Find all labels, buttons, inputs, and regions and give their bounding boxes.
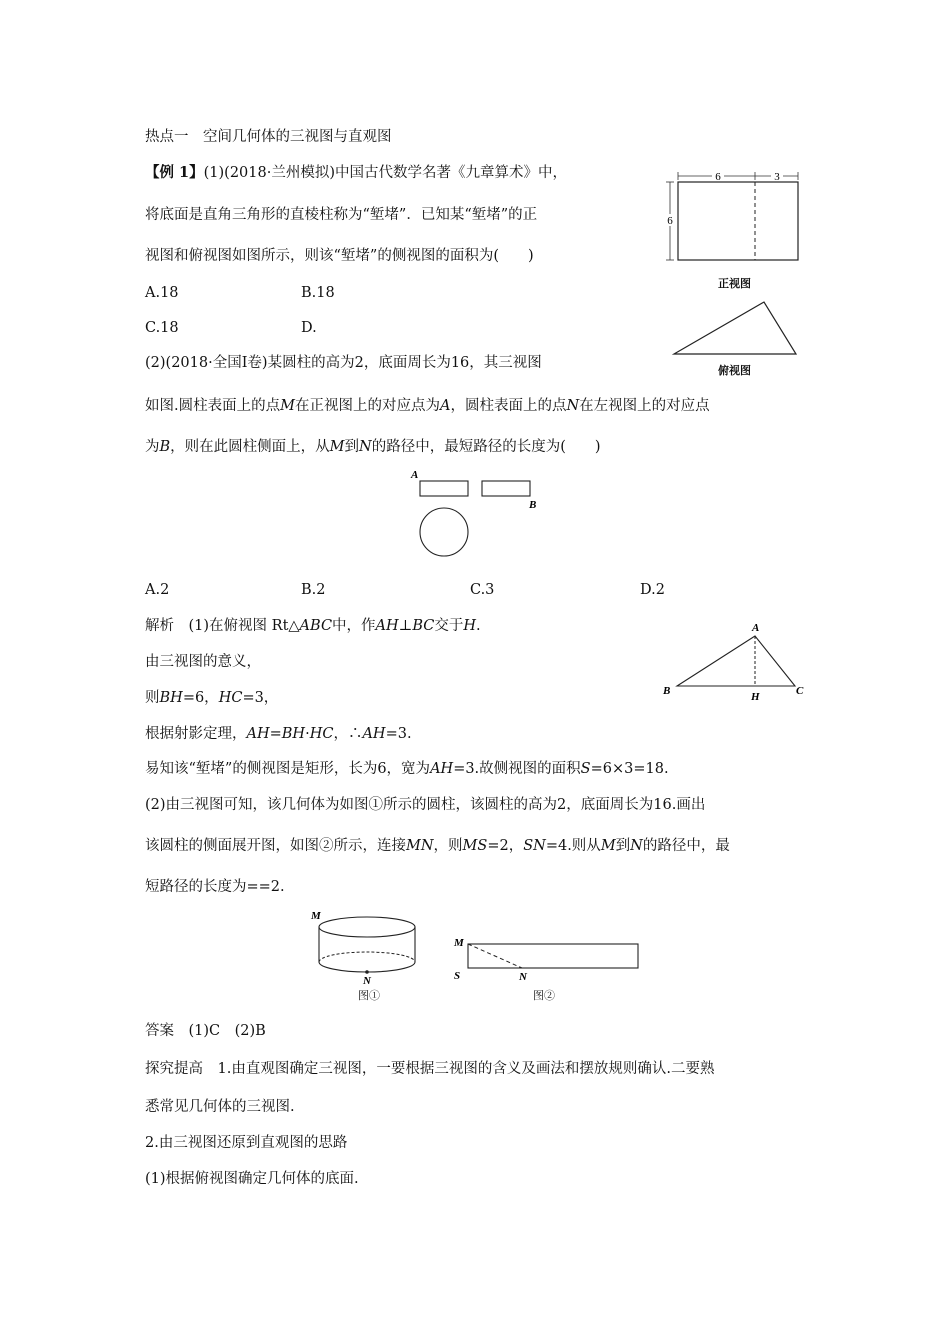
var: MN (406, 838, 434, 854)
point-n (365, 970, 369, 974)
var-b: B (159, 439, 171, 455)
var-a: A (439, 398, 451, 414)
option-b-2: B.2 (301, 582, 326, 598)
cylinder-caption: 图① (358, 989, 380, 1002)
top-ellipse (319, 917, 415, 937)
t: 到 (344, 439, 360, 455)
solution-line-6: (2)由三视图可知，该几何体为如图①所示的圆柱，该圆柱的高为2，底面周长为16.画出 (145, 797, 706, 813)
t: 中，作 (332, 618, 376, 634)
t: 在左视图上的对应点 (579, 398, 710, 414)
t: 该圆柱的侧面展开图，如图②所示，连接 (145, 838, 406, 854)
dim-top-right: 3 (774, 171, 780, 183)
var: M (600, 838, 616, 854)
example-line-1 (145, 163, 567, 183)
option-c-2: C.3 (470, 582, 495, 598)
label-h: H (751, 691, 760, 703)
solution-line-8: 短路径的长度为==2. (145, 879, 285, 895)
option-d-2: D.2 (640, 582, 665, 598)
label-b: B (663, 685, 671, 697)
t: . (476, 618, 481, 634)
solution-line-3 (145, 688, 278, 708)
dim-top-left: 6 (715, 171, 721, 183)
var: HC (218, 690, 243, 706)
t: 解析 (1)在俯视图 Rt△ (145, 618, 300, 634)
var: AH (362, 726, 386, 742)
var: AH (430, 761, 454, 777)
option-b: B.18 (301, 285, 335, 301)
part2-line-3 (145, 437, 601, 457)
t: =6， (182, 690, 219, 706)
solution-line-2: 由三视图的意义， (145, 654, 261, 670)
t: 根据射影定理， (145, 726, 247, 742)
label-n: N (519, 971, 527, 983)
solution-line-5 (145, 759, 669, 779)
lateral-rect (468, 944, 638, 968)
front-view-rect (420, 481, 468, 496)
t: =2， (487, 838, 524, 854)
dim-left: 6 (667, 215, 673, 227)
part2-line-1: (2)(2018·全国Ⅰ卷)某圆柱的高为2，底面周长为16，其三视图 (145, 355, 542, 371)
label-m: M (454, 937, 464, 949)
label-n: N (363, 975, 371, 987)
unrolled-figure (448, 930, 648, 985)
explore-line-2: 悉常见几何体的三视图. (145, 1099, 295, 1115)
t: 到 (615, 838, 631, 854)
triangle (677, 636, 795, 686)
t: =6×3=18. (590, 761, 669, 777)
example-text: (1)(2018·兰州模拟)中国古代数学名著《九章算术》中， (203, 165, 568, 181)
t: 在正视图上的对应点为 (294, 398, 440, 414)
t: = (269, 726, 282, 742)
explore-line-1: 探究提高 1.由直观图确定三视图，一要根据三视图的含义及画法和摆放规则确认.二要熟 (145, 1061, 715, 1077)
t: 为 (145, 439, 160, 455)
t: · (305, 726, 310, 742)
option-d: D. (301, 320, 317, 336)
label-b: B (529, 499, 537, 511)
front-rect (678, 182, 798, 260)
var-n: N (566, 398, 580, 414)
t: =4.则从 (545, 838, 601, 854)
var: BH (159, 690, 183, 706)
front-view-caption: 正视图 (718, 277, 751, 290)
explore-line-4: (1)根据俯视图确定几何体的底面. (145, 1171, 359, 1187)
triangle-abc-figure (655, 618, 815, 704)
part2-line-2 (145, 396, 710, 416)
example-line-3: 视图和俯视图如图所示，则该“堑堵”的侧视图的面积为( ) (145, 248, 534, 264)
var: AH (246, 726, 270, 742)
var: BC (412, 618, 435, 634)
three-views-figure (405, 466, 545, 561)
t: 的路径中，最 (642, 838, 730, 854)
var: BH (281, 726, 306, 742)
var: N (630, 838, 643, 854)
t: ，则 (433, 838, 463, 854)
option-a: A.18 (145, 285, 179, 301)
answer-line: 答案 (1)C (2)B (145, 1023, 266, 1039)
var: MS (462, 838, 488, 854)
t: ⊥ (398, 618, 413, 634)
label-m: M (311, 910, 321, 922)
front-view-figure (660, 166, 810, 276)
t: =3. (385, 726, 412, 742)
var: S (580, 761, 591, 777)
example-line-2: 将底面是直角三角形的直棱柱称为“堑堵”．已知某“堑堵”的正 (145, 207, 538, 223)
label-s: S (454, 970, 461, 982)
top-view-figure (668, 298, 803, 360)
top-view-circle (420, 508, 468, 556)
solution-line-4 (145, 724, 412, 744)
t: =3.故侧视图的面积 (453, 761, 581, 777)
label-c: C (796, 685, 804, 697)
t: 易知该“堑堵”的侧视图是矩形，长为6，宽为 (145, 761, 431, 777)
var: SN (523, 838, 546, 854)
option-c: C.18 (145, 320, 179, 336)
segment-mn (468, 944, 522, 968)
solution-line-7 (145, 836, 730, 856)
label-a: A (411, 469, 419, 481)
var: H (463, 618, 476, 634)
top-view-caption: 俯视图 (718, 364, 751, 377)
unrolled-caption: 图② (533, 989, 555, 1002)
option-a-2: A.2 (145, 582, 170, 598)
example-label: 【例 1】 (145, 164, 204, 181)
var: AH (375, 618, 399, 634)
label-a: A (752, 622, 760, 634)
t: =3， (242, 690, 279, 706)
t: 交于 (434, 618, 464, 634)
t: 的路径中，最短路径的长度为( ) (371, 439, 601, 455)
t: ，则在此圆柱侧面上，从 (170, 439, 330, 455)
bottom-back-arc (319, 952, 415, 962)
var-m: M (329, 439, 345, 455)
t: 如图.圆柱表面上的点 (145, 398, 281, 414)
t: ，∴ (333, 726, 363, 742)
solution-line-1 (145, 616, 481, 636)
var-m: M (280, 398, 295, 414)
var-n: N (359, 439, 372, 455)
t: 则 (145, 690, 160, 706)
var: HC (309, 726, 334, 742)
explore-line-3: 2.由三视图还原到直观图的思路 (145, 1135, 348, 1151)
side-view-rect (482, 481, 530, 496)
t: ，圆柱表面上的点 (450, 398, 567, 414)
var: ABC (299, 618, 333, 634)
section-heading: 热点一 空间几何体的三视图与直观图 (145, 129, 392, 145)
top-view-triangle (674, 302, 796, 354)
